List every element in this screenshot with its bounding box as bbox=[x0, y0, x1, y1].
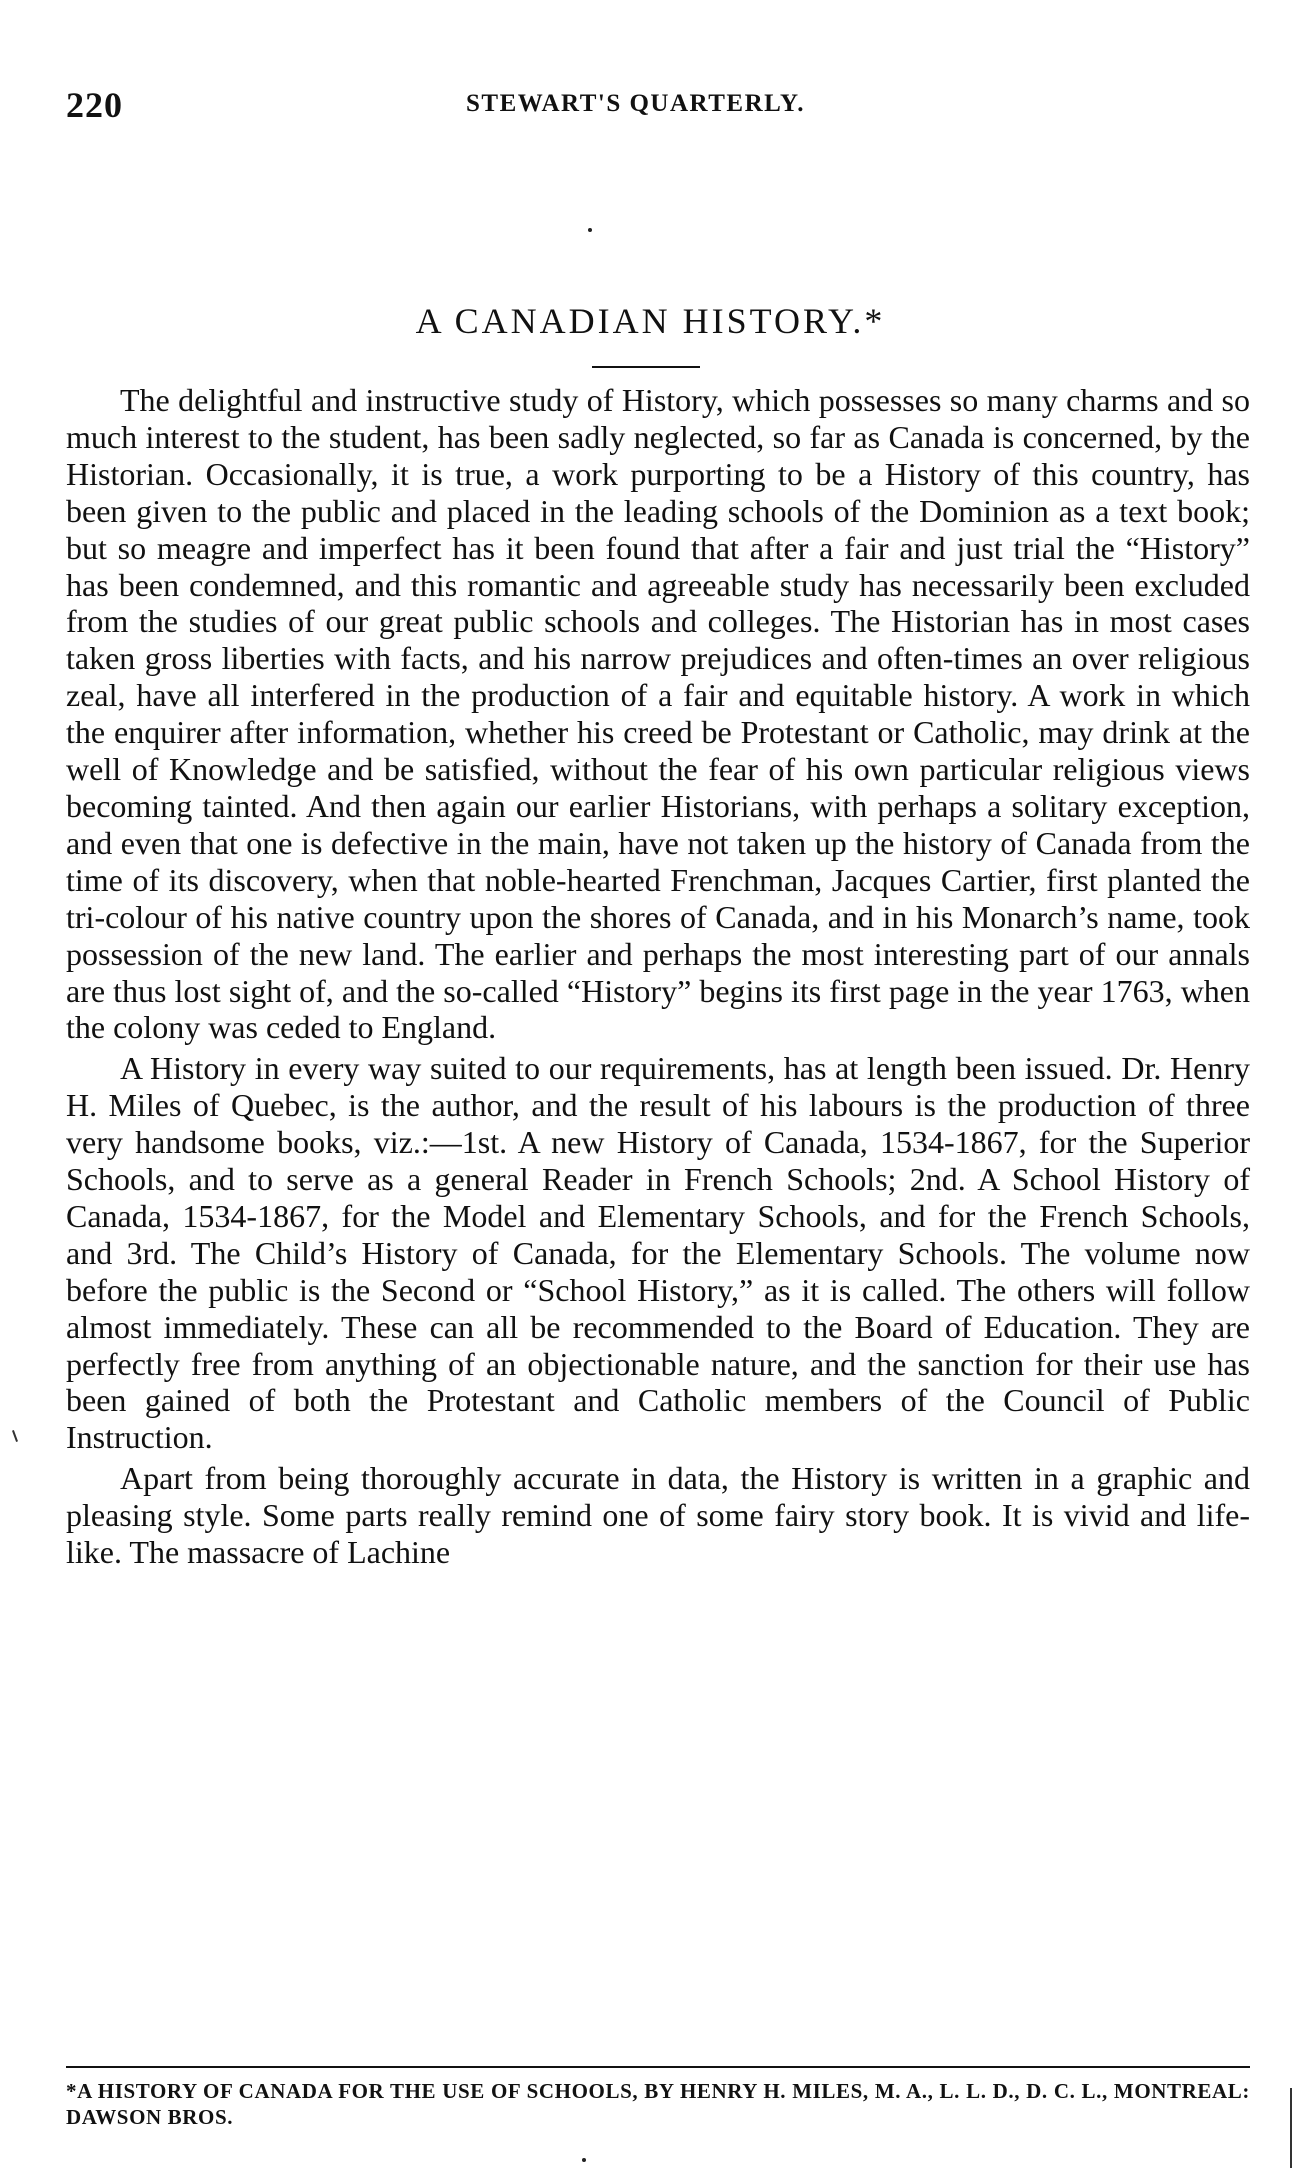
journal-title: STEWART'S QUARTERLY. bbox=[466, 90, 806, 117]
paragraph: Apart from being thoroughly accurate in data, the History is written in a graphic and pleasing style. Some parts really remind one of some fairy story book. It is vivid and life-like. The massacre of Lachine bbox=[66, 1460, 1250, 1571]
footnote-rule bbox=[66, 2066, 1250, 2068]
article-title: A CANADIAN HISTORY.* bbox=[415, 301, 886, 341]
page-number: 220 bbox=[66, 85, 123, 125]
margin-mark bbox=[12, 1430, 18, 1442]
ink-speck bbox=[588, 228, 592, 232]
page-edge-mark bbox=[1290, 2088, 1292, 2168]
paragraph: The delightful and instructive study of History, which possesses so many charms and so much interest to the student, has been sadly neglected, so far as Canada is concerned, by the Historian. Occasionally, it is true, a work purporting to be a History of this country, has been given to the public and placed in the leading schools of the Dominion as a text book; but so meagre and imperfect has it been found that after a fair and just trial the “History” has been condemned, and this romantic and agreeable study has necessarily been excluded from the studies of our great public schools and colleges. The Historian has in most cases taken gross liberties with facts, and his narrow prejudices and often-times an over religious zeal, have all interfered in the production of a fair and equitable history. A work in which the enquirer after information, whether his creed be Protestant or Catholic, may drink at the well of Knowledge and be satisfied, without the fear of his own particular religious views becoming tainted. And then again our earlier Historians, with perhaps a solitary exception, and even that one is defective in the main, have not taken up the history of Canada from the time of its discovery, when that noble-hearted Frenchman, Jacques Cartier, first planted the tri-colour of his native country upon the shores of Canada, and in his Monarch’s name, took possession of the new land. The earlier and perhaps the most interesting part of our annals are thus lost sight of, and the so-called “History” begins its first page in the year 1763, when the colony was ceded to England. bbox=[66, 382, 1250, 1046]
footnote: *A HISTORY OF CANADA FOR THE USE OF SCHOOLS, BY HENRY H. MILES, M. A., L. L. D., D. C. L., MONTREAL: DAWSON BROS. bbox=[66, 2079, 1250, 2129]
paragraph: A History in every way suited to our requirements, has at length been issued. Dr. Henry H. Miles of Quebec, is the author, and the result of his labours is the production of three very handsome books, viz.:—1st. A new History of Canada, 1534-1867, for the Superior Schools, and to serve as a general Reader in French Schools; 2nd. A School History of Canada, 1534-1867, for the Model and Elementary Schools, and for the French Schools, and 3rd. The Child’s History of Canada, for the Elementary Schools. The volume now before the public is the Second or “School History,” as it is called. The others will follow almost immediately. These can all be recommended to the Board of Education. They are perfectly free from anything of an objectionable nature, and the sanction for their use has been gained of both the Protestant and Catholic members of the Council of Public Instruction. bbox=[66, 1050, 1250, 1456]
running-head bbox=[66, 84, 1246, 124]
title-rule bbox=[592, 366, 700, 368]
article-body bbox=[66, 382, 1250, 1575]
ink-speck bbox=[582, 2158, 586, 2162]
